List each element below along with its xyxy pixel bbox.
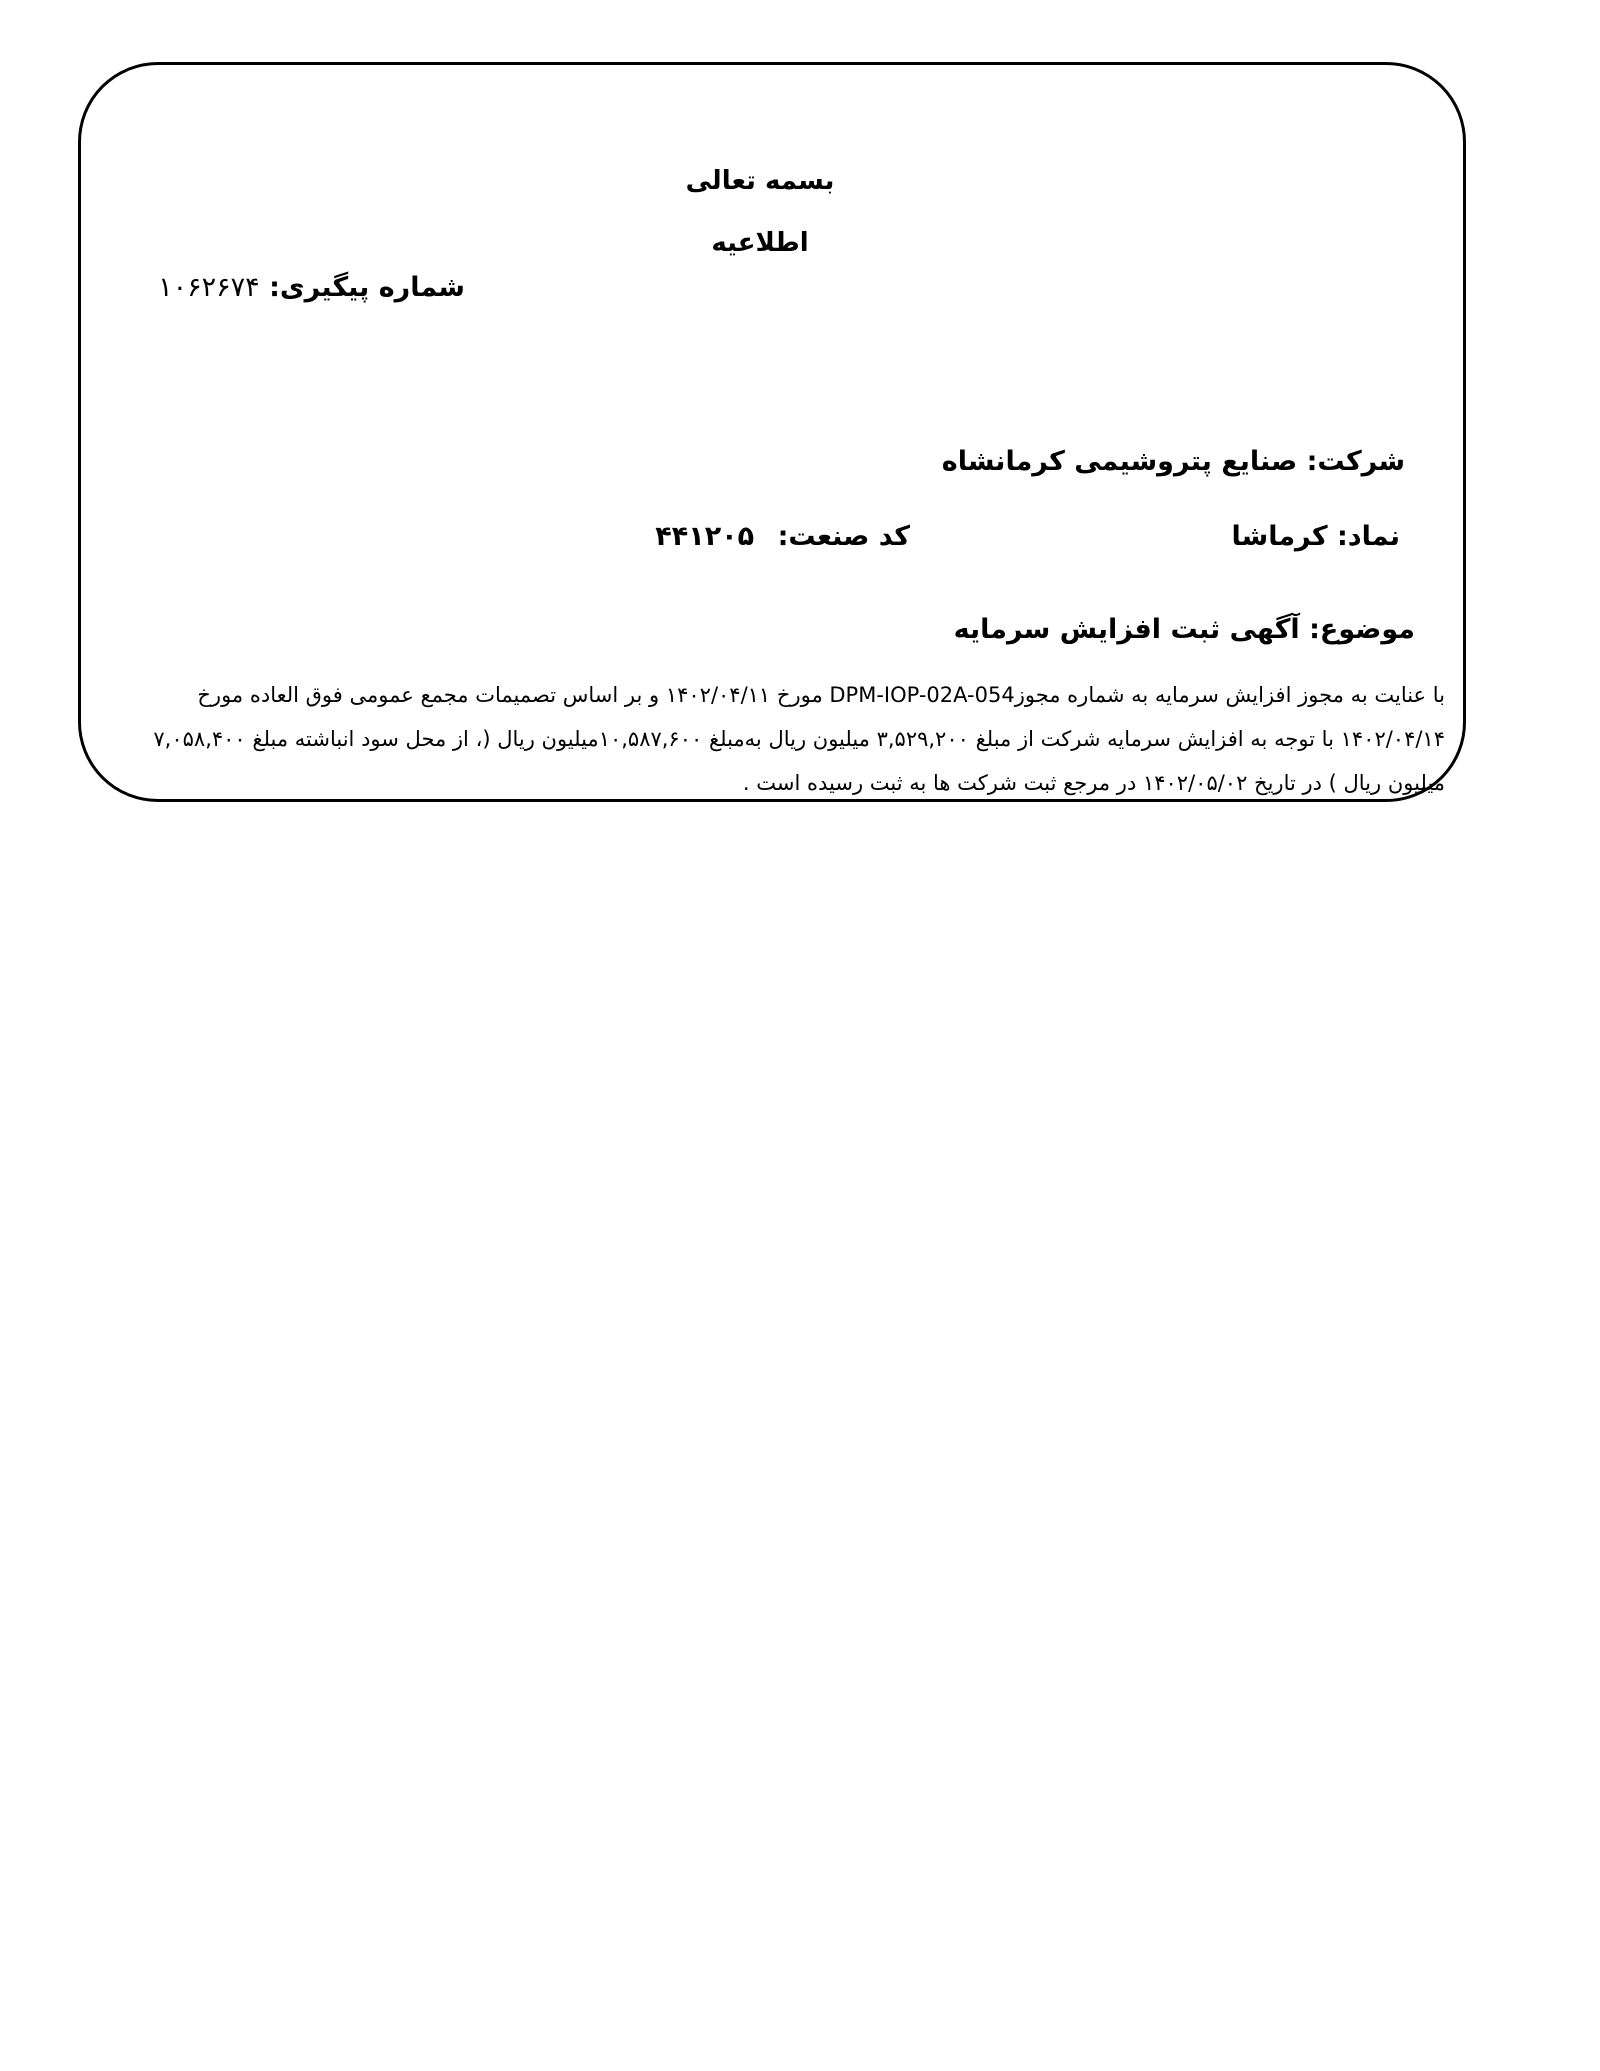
header-line1: بسمه تعالی: [685, 166, 835, 196]
body-line-1: [197, 683, 1445, 707]
industry-code-label: کد صنعت:: [777, 521, 910, 552]
body-line1-part-a: با عنایت به مجوز افزایش سرمایه به شماره مجوز: [1014, 683, 1445, 707]
industry-code-row: [655, 521, 910, 552]
industry-code-value: ۴۴۱۲۰۵: [655, 521, 755, 552]
tracking-label: شماره پیگیری:: [269, 272, 465, 303]
tracking-number-row: [158, 272, 465, 303]
subject-row: [954, 614, 1415, 645]
subject-value: آگهی ثبت افزایش سرمایه: [953, 614, 1300, 645]
tracking-number: ۱۰۶۲۶۷۴: [158, 272, 260, 303]
header-line2: اطلاعیه: [711, 228, 809, 258]
subject-label: موضوع:: [1309, 614, 1415, 645]
body-line1-part-b: مورخ ۱۴۰۲/۰۴/۱۱ و بر اساس تصمیمات مجمع عمومی فوق العاده مورخ: [197, 683, 830, 707]
symbol-row: [1232, 521, 1400, 552]
company-name: صنایع پتروشیمی کرمانشاه: [941, 446, 1298, 477]
symbol-label: نماد:: [1336, 521, 1400, 552]
symbol-value: کرماشا: [1231, 521, 1328, 552]
body-line-3: میلیون ریال ) در تاریخ ۱۴۰۲/۰۵/۰۲ در مرجع ثبت شرکت ها به ثبت رسیده است .: [742, 771, 1445, 795]
permit-code: DPM-IOP-02A-054: [829, 683, 1015, 707]
body-line-2: ۱۴۰۲/۰۴/۱۴ با توجه به افزایش سرمایه شرکت از مبلغ ۳,۵۲۹,۲۰۰ میلیون ریال به‌مبلغ ۱۰,۵۸۷,۶۰۰میلیون ریال (، از محل سود انباشته مبلغ ۷,۰۵۸,۴۰۰: [153, 727, 1445, 751]
company-label: شرکت:: [1306, 446, 1405, 477]
company-row: [942, 446, 1405, 477]
